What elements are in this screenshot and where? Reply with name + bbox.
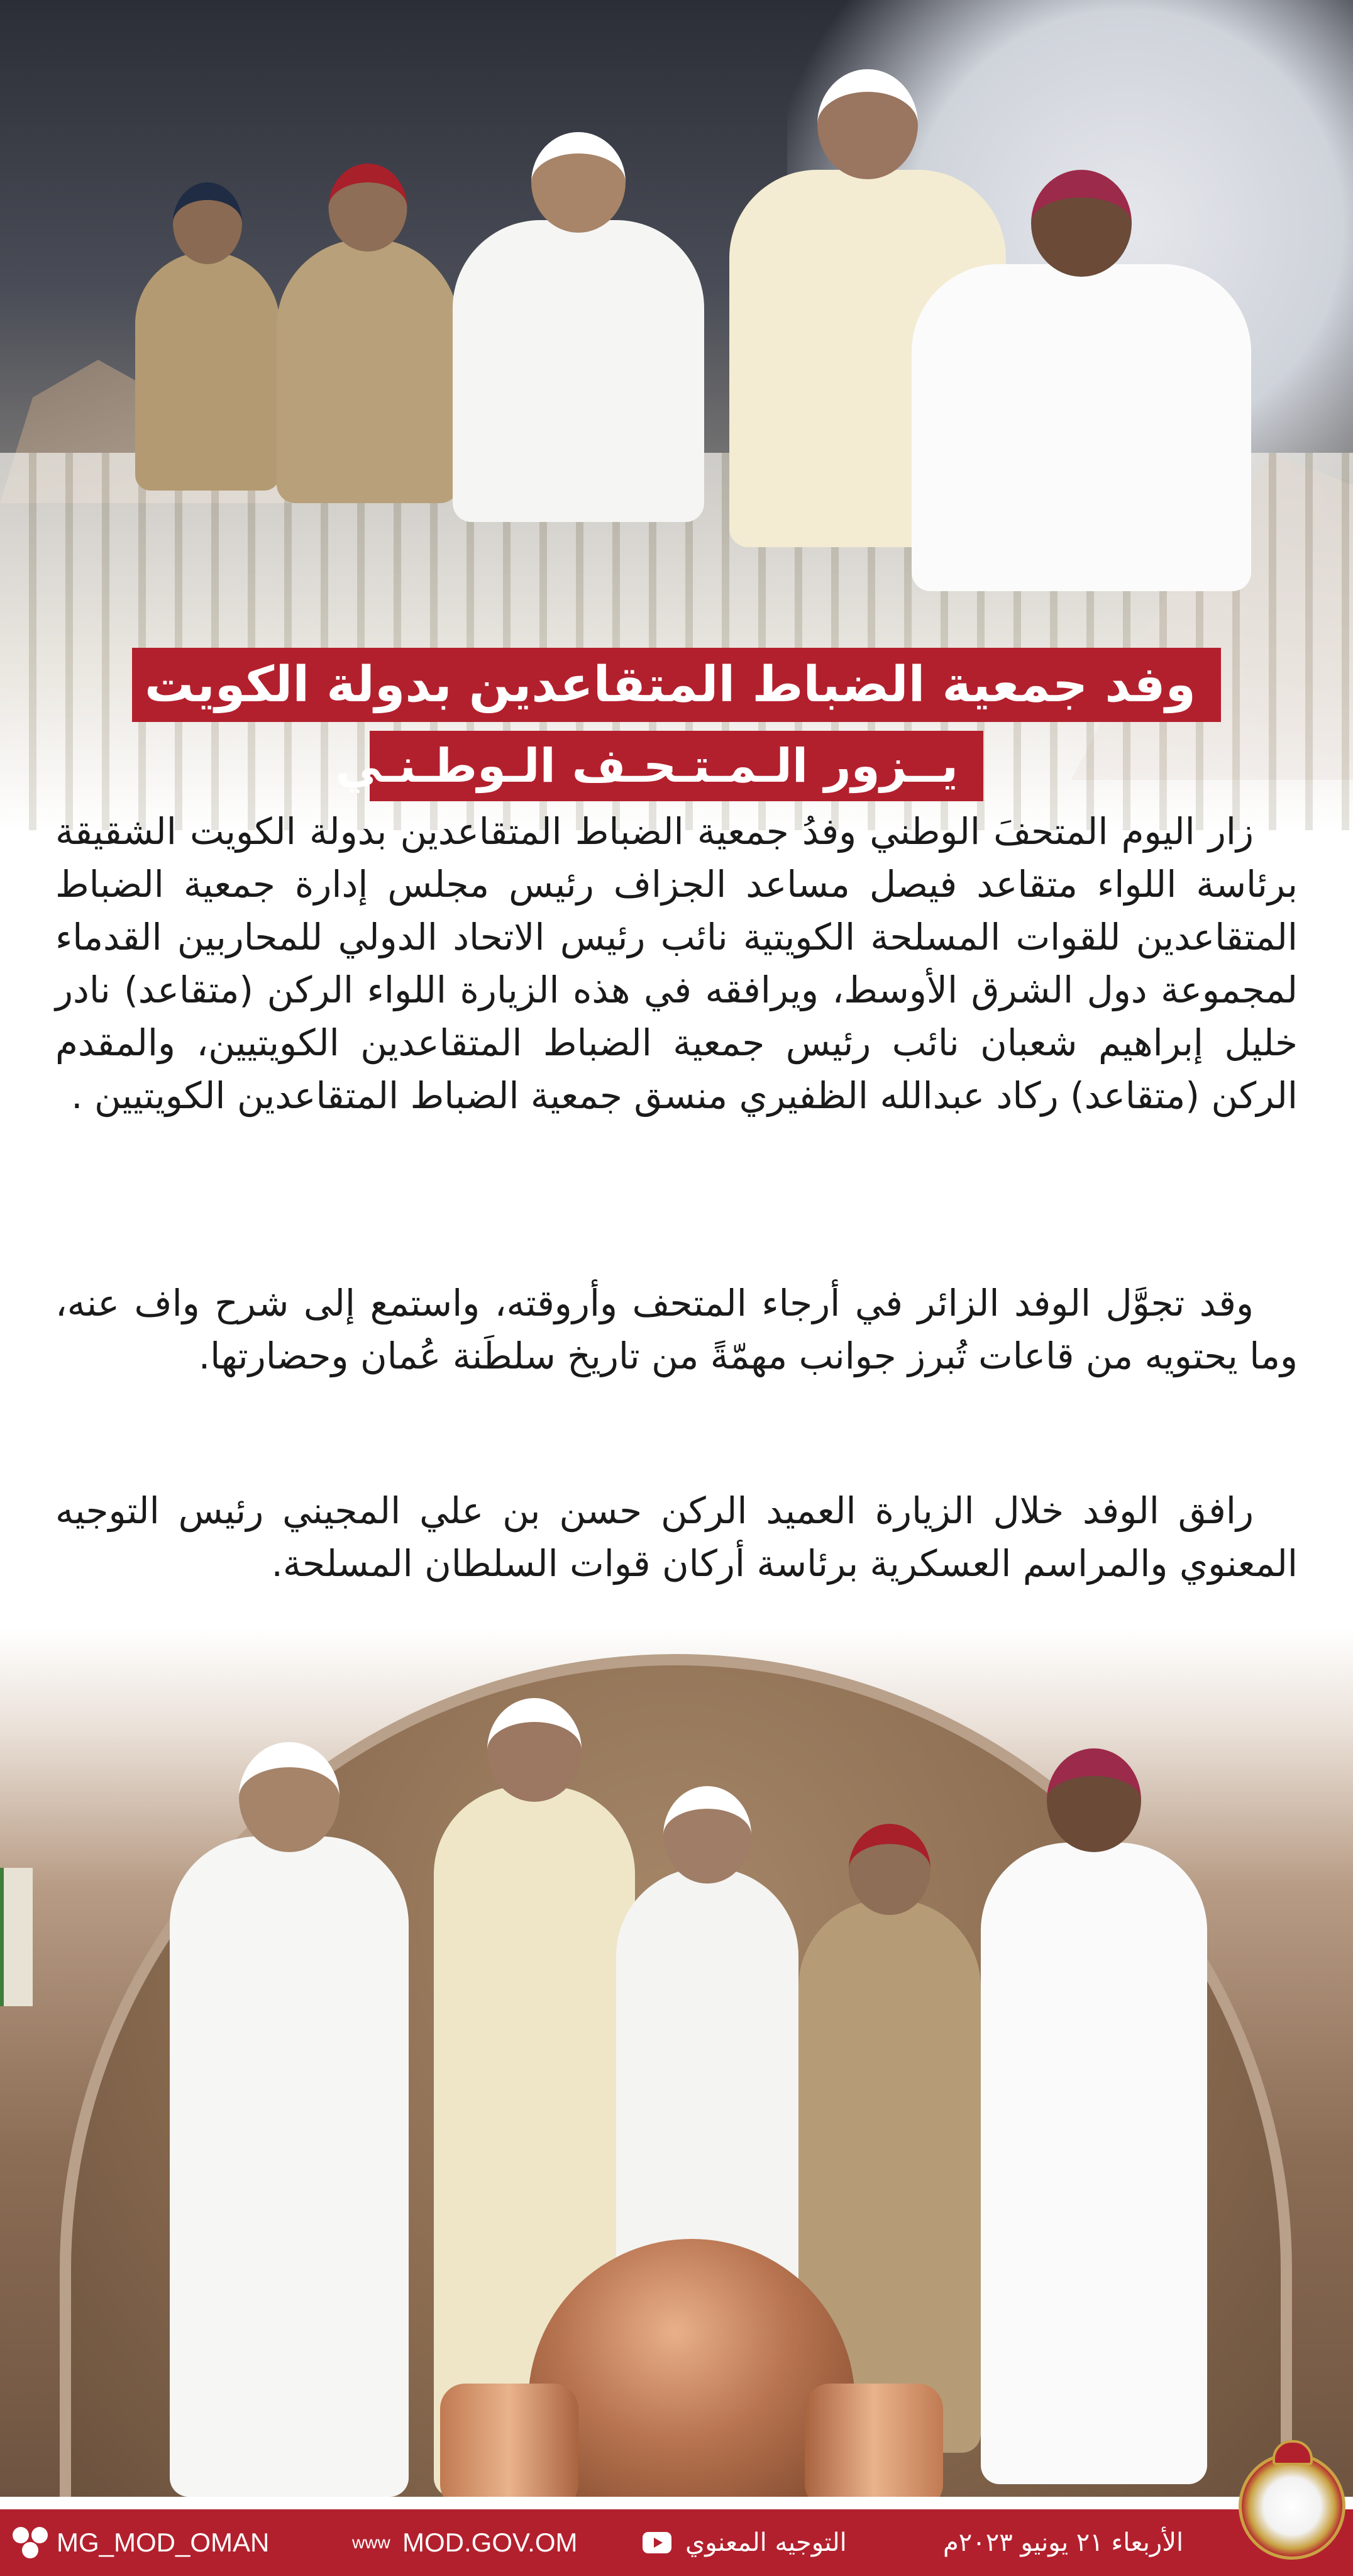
cannon-wheel-left (440, 2384, 578, 2497)
title-line-2: يــزور الـمـتـحـف الـوطـنـي (370, 731, 983, 801)
person-guest-1 (453, 220, 704, 522)
cannon-wheel-right (805, 2384, 943, 2497)
paragraph-3 (55, 1484, 1298, 1590)
paragraph-2-text: وقد تجوَّل الوفد الزائر في أرجاء المتحف وأروقته، واستمع إلى شرح واف عنه، وما يحتويه من قاعات تُبرز جوانب مهمّةً من تاريخ سلطَنة عُمان وحضارتها. (55, 1282, 1298, 1377)
www-label: www (352, 2533, 390, 2552)
paragraph-3-text: رافق الوفد خلال الزيارة العميد الركن حسن بن علي المجيني رئيس التوجيه المعنوي والمراسم العسكرية برئاسة أركان قوات السلطان المسلحة. (55, 1489, 1298, 1585)
person-officer-1 (135, 252, 280, 491)
person-guide-b (981, 1843, 1207, 2484)
social-media-icons[interactable] (13, 2527, 50, 2558)
person-officer-2 (277, 239, 459, 503)
website-link[interactable]: MOD.GOV.OM (402, 2528, 578, 2557)
wall-plaque (0, 1868, 33, 2006)
social-handle[interactable]: MG_MOD_OMAN (57, 2528, 270, 2557)
channel-name[interactable]: التوجيه المعنوي (685, 2528, 847, 2557)
paragraph-1-text: زار اليوم المتحفَ الوطني وفدُ جمعية الضباط المتقاعدين بدولة الكويت الشقيقة برئاسة اللواء متقاعد فيصل مساعد الجزاف رئيس مجلس إدارة جمعية الضباط المتقاعدين للقوات المسلحة الكويتية نائب رئيس الاتحاد الدولي للمحاربين القدماء لمجموعة دول الشرق الأوسط، ويرافقه في هذه الزيارة اللواء الركن (متقاعد) نادر خليل إبراهيم شعبان نائب رئيس جمعية الضباط المتقاعدين الكويتيين، والمقدم الركن (متقاعد) ركاد عبدالله الظفيري منسق جمعية الضباط المتقاعدين الكويتيين . (55, 810, 1298, 1117)
paragraph-2 (55, 1277, 1298, 1382)
title-line-1: وفد جمعية الضباط المتقاعدين بدولة الكويت (132, 648, 1221, 722)
person-guide (912, 264, 1251, 591)
youtube-icon[interactable] (643, 2532, 671, 2553)
paragraph-1 (55, 805, 1298, 1122)
publish-date: الأربعاء ٢١ يونيو ٢٠٢٣م (943, 2528, 1184, 2557)
person-guest-a (170, 1836, 409, 2497)
footer-bar (0, 2509, 1353, 2576)
bottom-photo (0, 1629, 1353, 2497)
ministry-emblem-icon (1234, 2440, 1353, 2572)
